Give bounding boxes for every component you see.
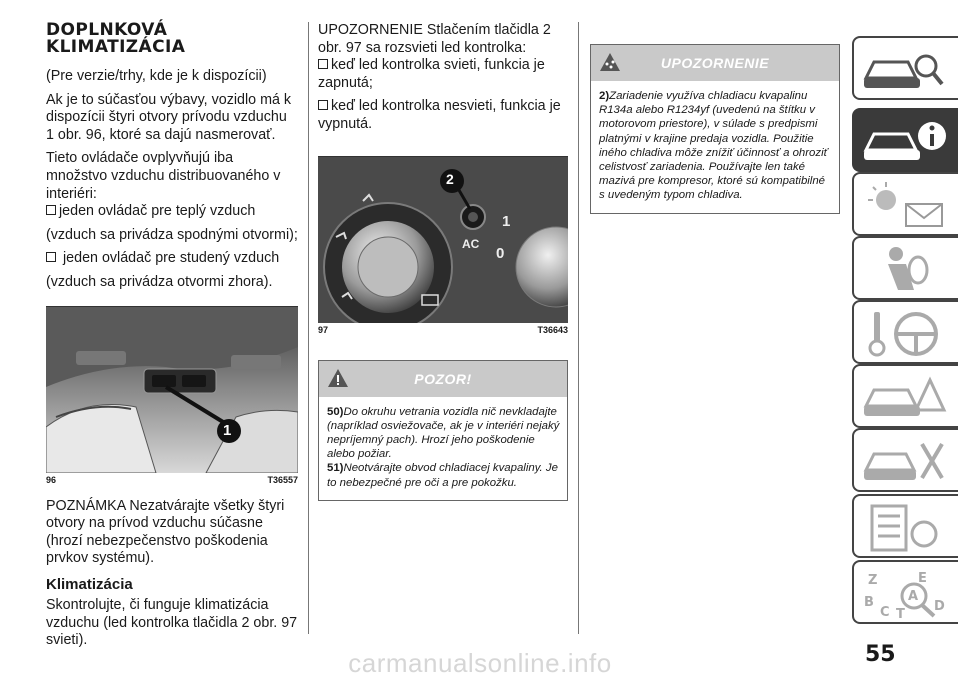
bullet-cold-air: jeden ovládač pre studený vzduch [46,250,298,268]
column-divider [578,22,579,634]
notice-header [591,45,839,81]
figure-97 [318,156,568,335]
specifications-list-icon [860,500,950,556]
index-letter: D [934,599,945,614]
column-divider [308,22,309,634]
page-number: 55 [865,642,896,667]
car-info-icon [860,114,950,170]
index-letter: A [908,589,919,604]
warning-body [319,397,567,500]
bullet-led-off: keď led kontrolka nesvieti, funkcia je vypnutá. [318,98,561,132]
section-heading: DOPLNKOVÁ KLIMATIZÁCIA [46,20,186,57]
notice-paragraph: UPOZORNENIE Stlačením tlačidla 2 obr. 97 sa rozsvieti led kontrolka: [318,22,551,56]
callout-1: 1 [223,421,232,439]
warm-air-detail: (vzduch sa privádza spodnými otvormi); [46,226,298,243]
tab-service[interactable] [852,428,958,492]
figure-caption [318,325,568,335]
airbag-person-icon [860,242,950,298]
figure-caption [46,475,298,485]
bullet-led-on: keď led kontrolka svieti, funkcia je zapnutá; [318,57,545,91]
index-letter: Z [868,573,878,588]
note-paragraph: POZNÁMKA Nezatvárajte všetky štyri otvory na prívod vzduchu súčasne (hrozí nebezpečenstvo poškodenia prvkov systému). [46,497,285,567]
column-left [46,22,298,650]
notice-triangle-icon [599,51,621,73]
index-letter: C [880,605,890,620]
index-az-icon [860,566,950,622]
cold-air-detail: (vzduch sa privádza otvormi zhora). [46,273,273,290]
callout-2: 2 [446,170,454,187]
column-right [590,22,840,214]
steering-key-icon [860,306,950,362]
fan-speed-0-label: 0 [496,244,505,262]
fan-speed-1-label: 1 [502,212,511,230]
figure-96 [46,306,298,485]
roof-vents-illustration [46,307,298,473]
car-breakdown-icon [860,370,950,426]
tab-car-info[interactable] [852,108,958,172]
bullet-warm-air: jeden ovládač pre teplý vzduch [46,203,298,221]
bullet-square-icon [318,100,328,110]
warning-lights-icon [860,178,950,234]
warning-item-50: 50)Do okruhu vetrania vozidla nič nevkladajte (napríklad osviežovače, ak je v interiéri nejaký nepríjemný pach). Hrozí jeho poškodenie alebo požiar. [327,405,560,461]
figure-code: T36557 [267,474,298,485]
tab-breakdown[interactable] [852,364,958,428]
notice-body: 2)Zariadenie využíva chladiacu kvapalinu R134a alebo R1234yf (uvedenú na štítku v motorovom priestore), v súlade s predpismi platnými v krajine predaja vozidla. Použitie iného chladiva môže znížiť účinnosť a ohroziť celistvosť zariadenia. Používajte len také mazivá pre kompresor, ktoré sú kompatibilné s uvedeným typom chladiva. [599,90,828,202]
column-middle [318,22,568,501]
bullet-square-icon [46,252,56,262]
tab-steering-key[interactable] [852,300,958,364]
figure-number: 97 [318,324,329,335]
ac-label: AC [462,236,480,251]
tab-airbag[interactable] [852,236,958,300]
controls-paragraph: Tieto ovládače ovplyvňujú iba množstvo vzduchu distribuovaného v interiéri: [46,150,281,202]
index-letter: B [864,595,874,610]
index-letter: E [918,571,927,586]
figure-code: T36643 [537,324,568,335]
warning-header [319,361,567,397]
bullet-square-icon [46,205,56,215]
subheading-air-conditioning: Klimatizácia [46,575,133,593]
watermark: carmanualsonline.info [348,648,612,678]
warning-item-51: 51)Neotvárajte obvod chladiacej kvapaliny. Je to nebezpečné pre oči a pre pokožku. [327,462,558,489]
climate-control-panel-illustration [318,157,568,323]
warning-box [318,360,568,501]
tab-specifications[interactable] [852,494,958,558]
tab-index[interactable] [852,560,958,624]
bullet-square-icon [318,59,328,69]
warning-triangle-icon [327,367,349,389]
versions-note: (Pre verzie/trhy, kde je k dispozícii) [46,68,267,84]
warning-title: POZOR! [414,370,472,387]
figure-number: 96 [46,474,57,485]
tab-warning-lights[interactable] [852,172,958,236]
car-service-icon [860,434,950,490]
car-search-icon [860,42,950,98]
ac-check-paragraph: Skontrolujte, či funguje klimatizácia vzduchu (led kontrolka tlačidla 2 obr. 97 svieti). [46,596,298,649]
notice-title: UPOZORNENIE [660,55,770,71]
vents-paragraph: Ak je to súčasťou výbavy, vozidlo má k dispozícii štyri otvory prívodu vzduchu 1 obr. 96, ktoré sa dajú nasmerovať. [46,91,292,143]
notice-box [590,44,840,214]
tab-car-search[interactable] [852,36,958,100]
index-letter: T [896,607,905,622]
